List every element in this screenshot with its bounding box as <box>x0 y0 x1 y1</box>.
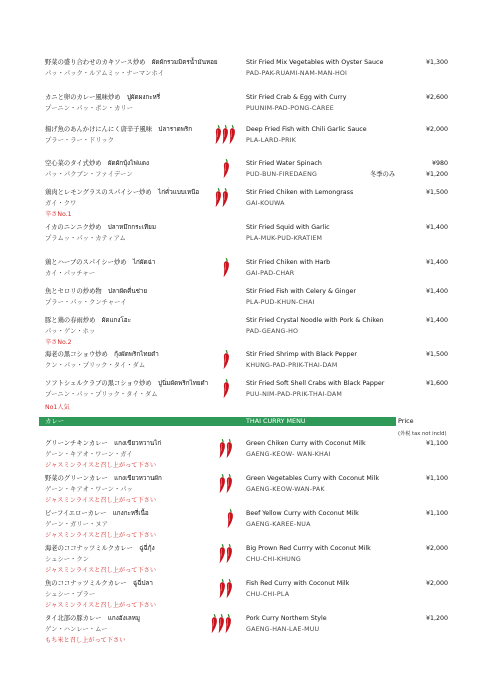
item-price: ¥1,400 <box>425 317 448 324</box>
chili-pepper-icon <box>222 349 231 370</box>
item-name-kana: ゲーン・キアオ・ワーン・パッ <box>45 486 133 493</box>
curry-section-header <box>39 417 396 426</box>
item-name-en: Stir Fried Mix Vegetables with Oyster Sauce <box>246 59 384 66</box>
item-name-roman: PUU-NIM-PAD-PRIK-THAI-DAM <box>246 391 343 398</box>
item-price: ¥2,000 <box>425 126 448 133</box>
item-name-en: Stir Fried Chiken with Harb <box>246 259 331 266</box>
chili-pepper-icon <box>225 578 234 599</box>
serving-note: ジャスミンライスと召し上がって下さい <box>45 602 157 609</box>
chili-rating <box>210 613 231 635</box>
item-name-en: Stir Fried Crystal Noodle with Pork & Chiken <box>246 317 384 324</box>
section-title-jp: カレー <box>45 417 65 425</box>
item-name-roman: CHU-CHI-PLA <box>246 591 290 598</box>
item-name-roman: PAD-PAK-RUAMI-NAM-MAN-HOI <box>246 70 348 77</box>
item-price: ¥1,600 <box>425 380 448 387</box>
chili-pepper-icon <box>225 473 234 494</box>
item-name-en: Stir Fried Squid with Garlic <box>246 224 330 231</box>
item-name-en: Fish Red Curry with Coconut Milk <box>246 580 350 587</box>
item-name-roman: GAENG-HAN-LAE-MUU <box>246 626 320 633</box>
chili-rating <box>222 158 229 180</box>
chili-rating <box>222 257 229 279</box>
item-name-jp: 揚げ魚のあんかけにんにく唐辛子風味 ปลาราดพริก <box>45 126 193 133</box>
tax-note: (外税 tax not incld) <box>398 431 447 437</box>
chili-rating <box>218 438 232 460</box>
item-name-kana: パッ・ゲン・ホッ <box>45 328 96 335</box>
item-price: ¥2,000 <box>425 545 448 552</box>
item-name-en: Deep Fried Fish with Chili Garlic Sauce <box>246 126 367 133</box>
chili-pepper-icon <box>222 158 231 179</box>
serving-note: ジャスミンライスと召し上がって下さい <box>45 532 157 539</box>
price-column-label: Price <box>398 417 414 425</box>
chili-rating <box>222 378 229 400</box>
item-price: ¥980 <box>431 160 448 167</box>
item-price: ¥2,600 <box>425 94 448 101</box>
chili-rating <box>226 508 233 530</box>
item-name-kana: プラー・ラー・ドリック <box>45 137 115 144</box>
chili-pepper-icon <box>222 378 231 399</box>
item-name-en: Stir Fried Crab & Egg with Curry <box>246 94 347 101</box>
chili-pepper-icon <box>226 508 235 529</box>
item-price: ¥1,500 <box>425 351 448 358</box>
item-name-kana: プーニン・パッ・ポン・カリー <box>45 105 133 112</box>
item-name-kana: プラムッ・パッ・カティアム <box>45 235 126 242</box>
item-name-kana: パッ・パクブン・ファイデーン <box>45 171 133 178</box>
chili-pepper-icon <box>228 124 237 145</box>
chili-rating <box>214 124 235 146</box>
item-name-roman: PUUNIM-PAD-PONG-CAREE <box>246 105 334 112</box>
item-name-jp: カニと卵のカレー風味炒め ปูผัดผงกะหรี่ <box>45 94 161 101</box>
item-name-en: Stir Fried Water Spinach <box>246 160 322 167</box>
item-name-jp: グリーンチキンカレー แกงเขียวหวานไก่ <box>45 440 162 447</box>
item-name-kana: ガイ・クワ <box>45 200 77 207</box>
chili-rating <box>218 578 232 600</box>
item-name-kana: プラー・パッ・クンチャーイ <box>45 299 127 306</box>
item-name-kana: ゲーン・ガリー・ヌア <box>45 521 108 528</box>
item-name-en: Green Chiken Curry with Coconut Milk <box>246 440 366 447</box>
item-name-roman: PAD-GEANG-HO <box>246 328 299 335</box>
item-name-en: Stir Fried Fish with Celery & Ginger <box>246 288 356 295</box>
item-price: ¥1,200 <box>425 615 448 622</box>
chili-pepper-icon <box>222 257 231 278</box>
section-title-en: THAI CURRY MENU <box>246 417 306 425</box>
item-name-roman: CHU-CHI-KHUNG <box>246 556 301 563</box>
item-name-jp: 魚のココナッツミルクカレー ฉู่ฉี่ปลา <box>45 580 153 587</box>
item-name-kana: ゲーン・キアオ・ワーン・ガイ <box>45 451 133 458</box>
item-name-kana: カイ・パッチャー <box>45 270 95 277</box>
serving-note: ジャスミンライスと召し上がって下さい <box>45 462 157 469</box>
item-name-roman: PLA-PUD-KHUN-CHAI <box>246 299 315 306</box>
item-name-en: Pork Curry Northern Style <box>246 615 327 622</box>
item-name-jp: 豚と鶏の春雨炒め ผัดแกงโฮะ <box>45 317 132 324</box>
item-name-jp: イカのニンニク炒め ปลาหมึกกระเทียม <box>45 224 157 231</box>
item-name-jp: 魚とセロリの炒め物 ปลาผัดคื่นช่าย <box>45 288 148 295</box>
item-name-jp: ソフトシェルクラブの黒コショウ炒め ปูนิ่มผัดพริกไทยดำ <box>45 380 209 387</box>
item-price: ¥1,100 <box>425 475 448 482</box>
item-name-kana: シュシー・クン <box>45 556 89 563</box>
item-name-en: Big Prown Red Currry with Coconut Milk <box>246 545 371 552</box>
item-name-roman: PLA-LARD-PRIK <box>246 137 297 144</box>
item-price: ¥1,500 <box>425 189 448 196</box>
item-price: ¥1,400 <box>425 259 448 266</box>
item-name-roman: PUD-BUN-FIREDAENG <box>246 171 318 178</box>
chili-pepper-icon <box>224 613 233 634</box>
item-price-large: ¥1,200 <box>425 171 448 178</box>
item-name-roman: KHUNG-PAD-PRIK-THAI-DAM <box>246 362 338 369</box>
item-name-en: Green Vegetables Curry with Coconut Milk <box>246 475 380 482</box>
item-price: ¥1,400 <box>425 224 448 231</box>
item-name-jp: ビーフイエローカレー แกงกะหรี่เนื้อ <box>45 510 149 517</box>
item-name-jp: 鶏肉とレモングラスのスパイシー炒め ไก่คั่วแบบเหนือ <box>45 189 200 196</box>
item-price: ¥1,100 <box>425 440 448 447</box>
item-price: ¥2,000 <box>425 580 448 587</box>
item-name-roman: GAI-KOUWA <box>246 200 285 207</box>
chili-rating <box>214 187 228 209</box>
item-name-jp: 海老の黒コショウ炒め กุ้งผัดพริกไทยดำ <box>45 351 159 358</box>
item-name-en: Stir Fried Shrimp with Black Pepper <box>246 351 357 358</box>
item-name-roman: PLA-MUK-PUD-KRATIEM <box>246 235 323 242</box>
serving-note: もち米と召し上がって下さい <box>45 637 126 644</box>
popularity-note: No1人気 <box>45 404 70 411</box>
item-name-kana: ゲン・ハンレー・ムー <box>45 626 108 633</box>
seasonal-note: 冬季のみ <box>370 171 396 178</box>
spice-note: 辛さNo.1 <box>45 211 72 218</box>
item-name-roman: GAI-PAD-CHAR <box>246 270 295 277</box>
item-name-kana: クン・パッ・プリック・タイ・ダム <box>45 362 146 369</box>
item-name-jp: 海老のココナッツミルクカレー ฉู่ฉี่กุ้ง <box>45 545 155 552</box>
item-name-jp: 鶏とハーブのスパイシー炒め ไก่ผัดฉ่า <box>45 259 156 266</box>
chili-rating <box>222 349 229 371</box>
item-name-en: Stir Fried Chiken with Lemongrass <box>246 189 354 196</box>
item-name-kana: パッ・パック・ルアムミッ・ナーマンホイ <box>45 70 165 77</box>
item-name-jp: 野菜の盛り合わせのカキソース炒め ผัดผักรวมมิตรน้ำมันหอย <box>45 59 218 66</box>
item-name-en: Beef Yellow Curry with Coconut Milk <box>246 510 359 517</box>
item-name-jp: タイ北部の豚カレー แกงฮังเลหมู <box>45 615 141 622</box>
item-price: ¥1,100 <box>425 510 448 517</box>
chili-pepper-icon <box>225 438 234 459</box>
item-name-jp: 空心菜のタイ式炒め ผัดผักบุ้งไฟแดง <box>45 160 150 167</box>
item-name-en: Stir Fried Soft Shell Crabs with Black Papper <box>246 380 385 387</box>
item-name-roman: GAENG-KEOW-WAN-PAK <box>246 486 325 493</box>
item-name-kana: プーニン・パッ・プリック・タイ・ダム <box>45 391 158 398</box>
chili-rating <box>218 473 232 495</box>
item-name-jp: 野菜のグリーンカレー แกงเขียวหวานผัก <box>45 475 162 482</box>
chili-pepper-icon <box>225 543 234 564</box>
item-name-kana: シュシー・プラー <box>45 591 96 598</box>
item-name-roman: GAENG-KAREE-NUA <box>246 521 311 528</box>
serving-note: ジャスミンライスと召し上がって下さい <box>45 567 157 574</box>
serving-note: ジャスミンライスと召し上がって下さい <box>45 497 157 504</box>
item-price: ¥1,300 <box>425 59 448 66</box>
item-price: ¥1,400 <box>425 288 448 295</box>
chili-pepper-icon <box>221 187 230 208</box>
chili-rating <box>218 543 232 565</box>
item-name-roman: GAENG-KEOW- WAN-KHAI <box>246 451 331 458</box>
spice-note: 辛さNo.2 <box>45 339 72 346</box>
